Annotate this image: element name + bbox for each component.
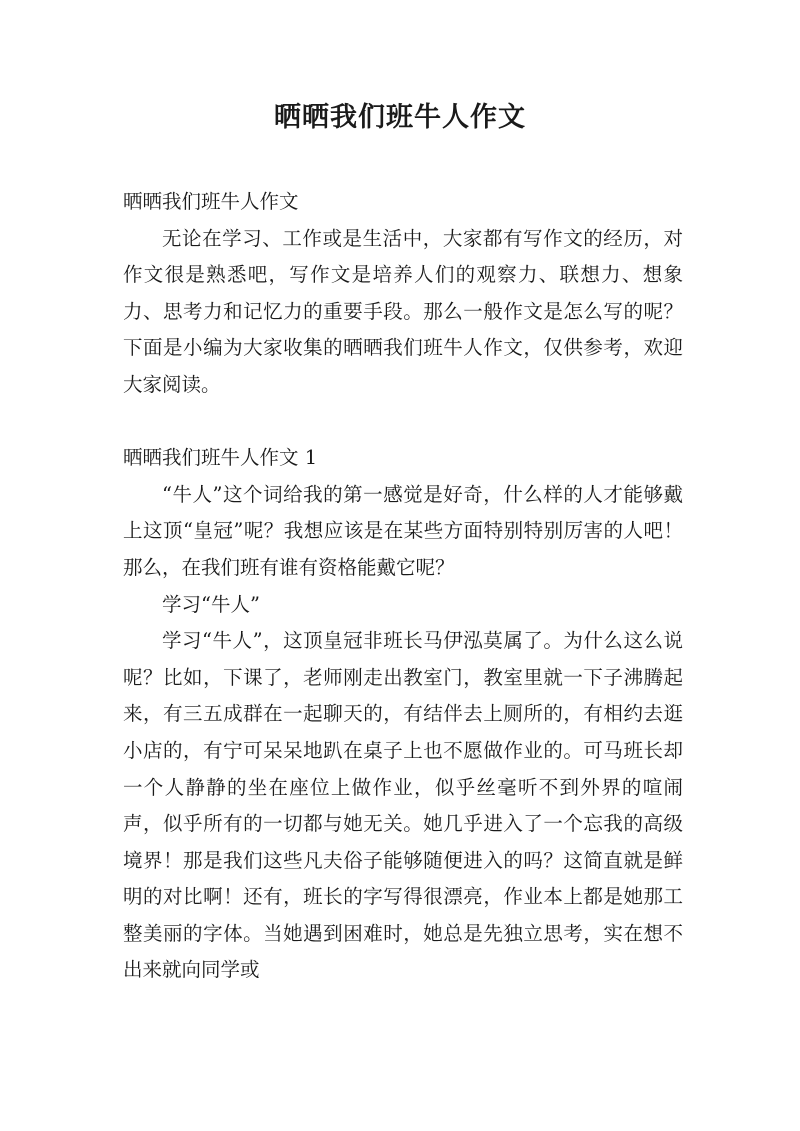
- intro-paragraph: 无论在学习、工作或是生活中，大家都有写作文的经历，对作文很是熟悉吧，写作文是培养人们的观察力、联想力、想象力、思考力和记忆力的重要手段。那么一般作文是怎么写的呢？下面是小编为大家收集的晒晒我们班牛人作文，仅供参考，欢迎大家阅读。: [123, 226, 683, 396]
- section-heading: 晒晒我们班牛人作文 1: [123, 446, 318, 470]
- document-body: [123, 184, 683, 989]
- paragraph-gap: [123, 404, 683, 441]
- section-paragraph-1: “牛人”这个词给我的第一感觉是好奇，什么样的人才能够戴上这顶“皇冠”呢？我想应该是在某些方面特别特别厉害的人吧！那么，在我们班有谁有资格能戴它呢？: [123, 482, 683, 579]
- document-title: 晒晒我们班牛人作文: [274, 102, 526, 133]
- section-paragraph-2: 学习“牛人”，这顶皇冠非班长马伊泓莫属了。为什么这么说呢？比如，下课了，老师刚走出教室门，教室里就一下子沸腾起来，有三五成群在一起聊天的，有结伴去上厕所的，有相约去逛小店的，有宁可呆呆地趴在桌子上也不愿做作业的。可马班长却一个人静静的坐在座位上做作业，似乎丝毫听不到外界的喧闹声，似乎所有的一切都与她无关。她几乎进入了一个忘我的高级境界！那是我们这些凡夫俗子能够随便进入的吗？这简直就是鲜明的对比啊！还有，班长的字写得很漂亮，作业本上都是她那工整美丽的字体。当她遇到困难时，她总是先独立思考，实在想不出来就向同学或: [123, 629, 683, 982]
- section-subheading: 学习“牛人”: [162, 592, 260, 616]
- document-subtitle: 晒晒我们班牛人作文: [123, 190, 299, 213]
